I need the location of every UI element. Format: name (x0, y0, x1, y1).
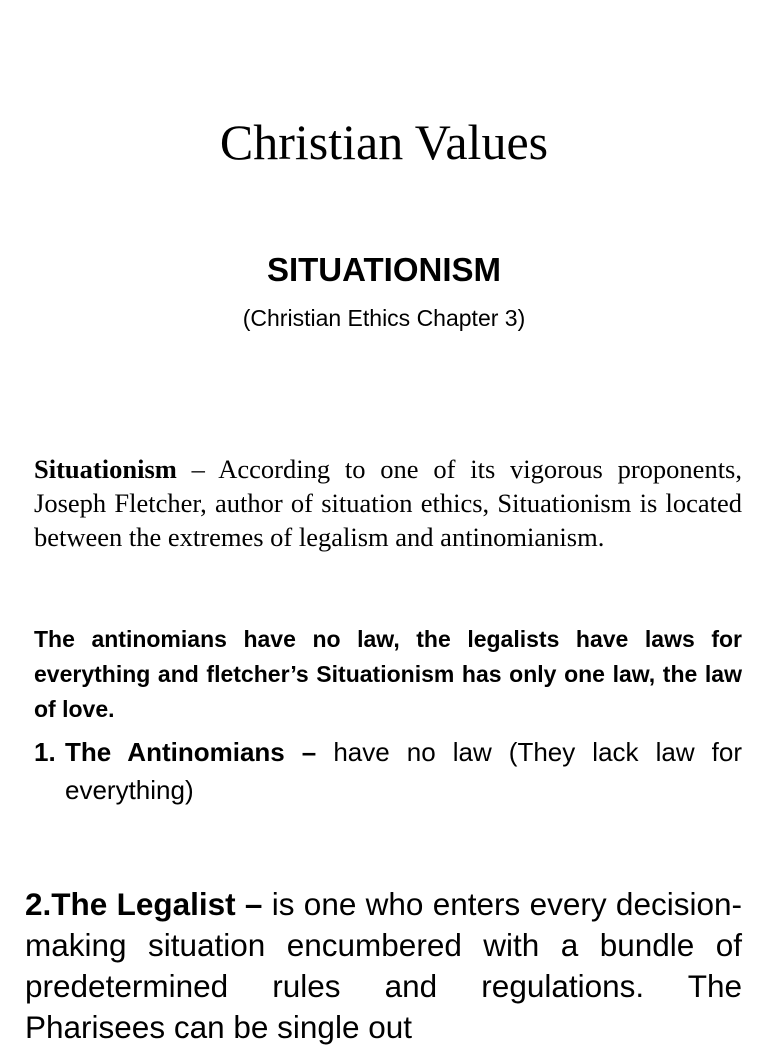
list-item-text: is one who enters every decision-making situation encumbered with a bundle of predetermined rules and regulations. The Pharisees can be single out (25, 886, 742, 1045)
definition-text: – According to one of its vigorous proponents, Joseph Fletcher, author of situation ethics, Situationism is located between the extremes of legalism and antinomianism. (34, 454, 742, 552)
list-item-text: have no law (They lack law for everything) (65, 737, 742, 805)
list-item-term: The Antinomians – (65, 737, 317, 767)
list-item-antinomians (34, 733, 742, 809)
summary-paragraph: The antinomians have no law, the legalists have laws for everything and fletcher’s Situationism has only one law, the law of love. (34, 626, 742, 722)
definition-paragraph (34, 452, 742, 554)
definition-term: Situationism (34, 454, 177, 484)
section-heading: SITUATIONISM (266, 251, 502, 288)
list-item-number: 1. (34, 737, 56, 767)
list-item-body (65, 733, 742, 809)
list-item-legalist (25, 884, 742, 1048)
section-subheading: (Christian Ethics Chapter 3) (242, 305, 526, 331)
slide-title: Christian Values (219, 114, 549, 170)
list-item-term: 2.The Legalist – (25, 886, 263, 922)
